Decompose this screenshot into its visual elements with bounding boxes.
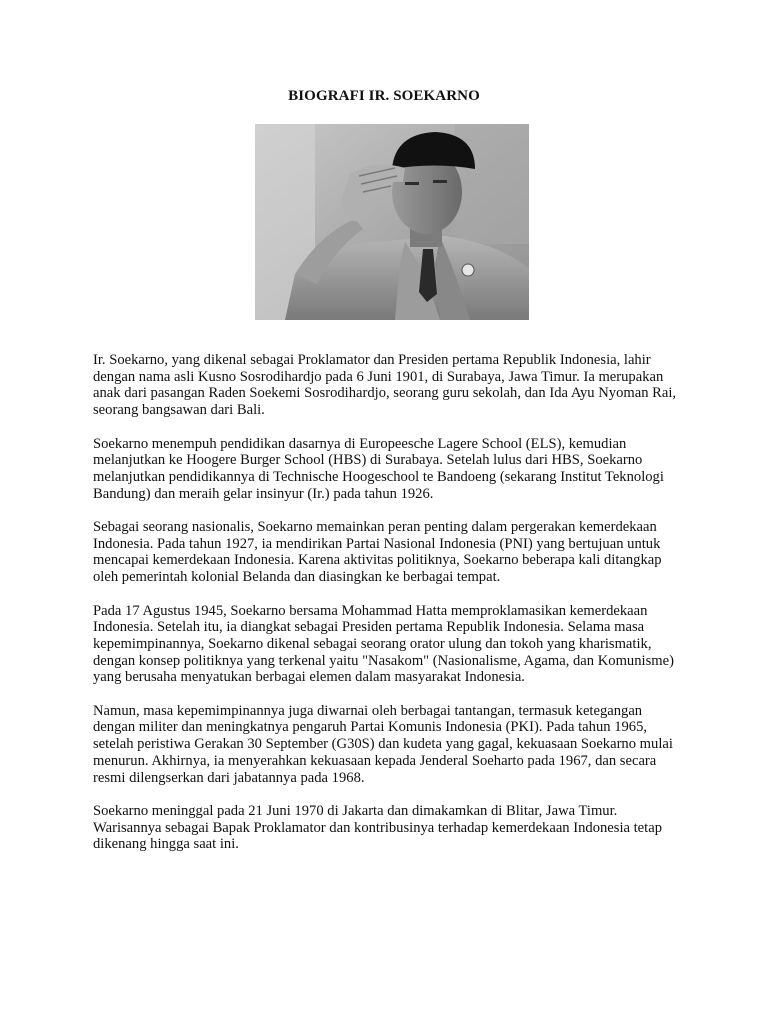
document-title: BIOGRAFI IR. SOEKARNO bbox=[288, 88, 480, 104]
paragraph: Sebagai seorang nasionalis, Soekarno memainkan peran penting dalam pergerakan kemerdekaan Indonesia. Pada tahun 1927, ia mendirikan Partai Nasional Indonesia (PNI) yang bertujuan untuk mencapai kemerdekaan Indonesia. Karena aktivitas politiknya, Soekarno beberapa kali ditangkap oleh pemerintah kolonial Belanda dan diasingkan ke berbagai tempat. bbox=[93, 519, 662, 586]
paragraph: Soekarno menempuh pendidikan dasarnya di Europeesche Lagere School (ELS), kemudian melanjutkan ke Hoogere Burger School (HBS) di Surabaya. Setelah lulus dari HBS, Soekarno melanjutkan pendidikannya di Technische Hoogeschool te Bandoeng (sekarang Institut Teknologi Bandung) dan meraih gelar insinyur (Ir.) pada tahun 1926. bbox=[93, 435, 664, 502]
portrait-photo bbox=[255, 124, 529, 320]
paragraph: Namun, masa kepemimpinannya juga diwarnai oleh berbagai tantangan, termasuk ketegangan dengan militer dan meningkatnya pengaruh Partai Komunis Indonesia (PKI). Pada tahun 1965, setelah peristiwa Gerakan 30 September (G30S) dan kudeta yang gagal, kekuasaan Soekarno mulai menurun. Akhirnya, ia menyerahkan kekuasaan kepada Jenderal Soeharto pada 1967, dan secara resmi dilengserkan dari jabatannya pada 1968. bbox=[93, 702, 673, 786]
paragraph: Ir. Soekarno, yang dikenal sebagai Proklamator dan Presiden pertama Republik Indonesia, lahir dengan nama asli Kusno Sosrodihardjo pada 6 Juni 1901, di Surabaya, Jawa Timur. Ia merupakan anak dari pasangan Raden Soekemi Sosrodihardjo, seorang guru sekolah, dan Ida Ayu Nyoman Rai, seorang bangsawan dari Bali. bbox=[93, 352, 677, 419]
paragraph: Soekarno meninggal pada 21 Juni 1970 di Jakarta dan dimakamkan di Blitar, Jawa Timur. Warisannya sebagai Bapak Proklamator dan kontribusinya terhadap kemerdekaan Indonesia tetap dikenang hingga saat ini. bbox=[93, 802, 662, 853]
paragraph: Pada 17 Agustus 1945, Soekarno bersama Mohammad Hatta memproklamasikan kemerdekaan Indonesia. Setelah itu, ia diangkat sebagai Presiden pertama Republik Indonesia. Selama masa kepemimpinannya, Soekarno dikenal sebagai seorang orator ulung dan tokoh yang kharismatik, dengan konsep politiknya yang terkenal yaitu "Nasakom" (Nasionalisme, Agama, dan Komunisme) yang berusaha menyatukan berbagai elemen dalam masyarakat Indonesia. bbox=[93, 602, 674, 686]
biography-body bbox=[93, 352, 683, 870]
